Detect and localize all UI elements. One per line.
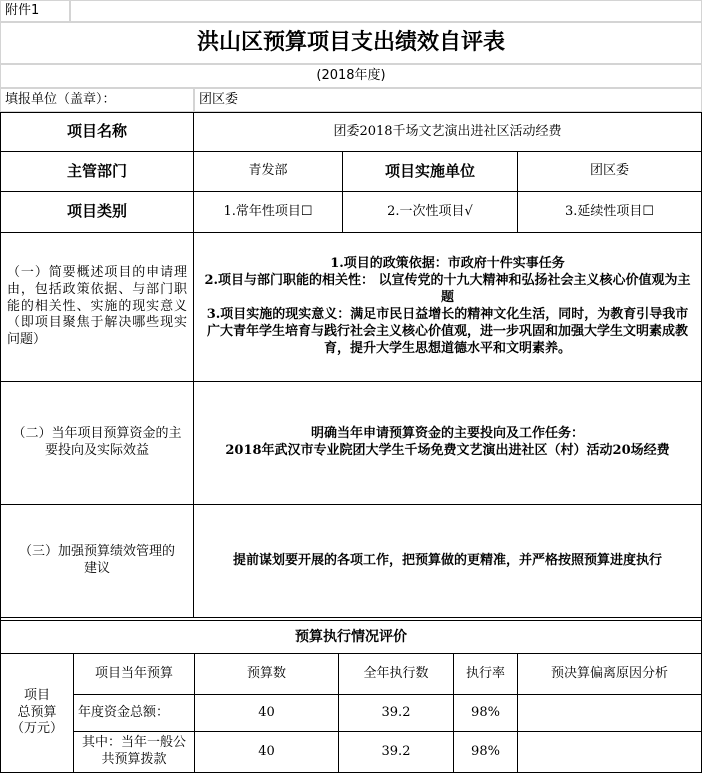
budget-header-item: 项目当年预算 xyxy=(73,653,195,695)
attachment-label: 附件1 xyxy=(0,0,70,22)
category-option-continuing: 3.延续性项目☐ xyxy=(517,191,702,233)
budget-header-rate: 执行率 xyxy=(453,653,518,695)
section1-content: 1.项目的政策依据：市政府十件实事任务 2.项目与部门职能的相关性： 以宣传党的十九大精神和弘扬社会主义核心价值观为主题 3.项目实施的现实意义：满足市民日益增长的精神文化生活，同时，为教育引导我市广大青年学生培育与践行社会主义核心价值观，进一步巩固和加强大学生文明素成教育，提升大学生思想道德水平和文明素养。 xyxy=(193,232,702,382)
competent-dept-value: 青发部 xyxy=(193,151,343,192)
grid-filler xyxy=(70,0,702,22)
budget-row-label: 其中：当年一般公共预算拨款 xyxy=(73,731,195,773)
budget-row-executed: 39.2 xyxy=(338,731,454,773)
reporting-unit-label: 填报单位（盖章）： xyxy=(0,88,194,112)
budget-row-deviation xyxy=(517,694,702,732)
budget-header-executed: 全年执行数 xyxy=(338,653,454,695)
project-name-value: 团委2018千场文艺演出进社区活动经费 xyxy=(193,112,702,152)
impl-unit-value: 团区委 xyxy=(517,151,702,192)
category-option-annual: 1.常年性项目☐ xyxy=(193,191,343,233)
section2-content: 明确当年申请预算资金的主要投向及工作任务： 2018年武汉市专业院团大学生千场免费文艺演出进社区（村）活动20场经费 xyxy=(193,381,702,505)
exec-section-title: 预算执行情况评价 xyxy=(0,620,702,654)
section3-label: （三）加强预算绩效管理的建议 xyxy=(0,504,194,618)
budget-row-budget: 40 xyxy=(194,694,339,732)
budget-row-executed: 39.2 xyxy=(338,694,454,732)
budget-row-rate: 98% xyxy=(453,694,518,732)
section1-label: （一）简要概述项目的申请理由，包括政策依据、与部门职能的相关性、实施的现实意义（即项目聚焦于解决哪些现实问题） xyxy=(0,232,194,382)
impl-unit-label: 项目实施单位 xyxy=(342,151,518,192)
budget-header-deviation: 预决算偏离原因分析 xyxy=(517,653,702,695)
budget-header-budget: 预算数 xyxy=(194,653,339,695)
category-label: 项目类别 xyxy=(0,191,194,233)
category-option-onetime: 2.一次性项目√ xyxy=(342,191,518,233)
report-year: (2018年度) xyxy=(0,64,702,88)
budget-row-rate: 98% xyxy=(453,731,518,773)
section2-label: （二）当年项目预算资金的主要投向及实际效益 xyxy=(0,381,194,505)
budget-row-deviation xyxy=(517,731,702,773)
section3-content: 提前谋划要开展的各项工作，把预算做的更精准，并严格按照预算进度执行 xyxy=(193,504,702,618)
page-title: 洪山区预算项目支出绩效自评表 xyxy=(0,22,702,64)
project-name-label: 项目名称 xyxy=(0,112,194,152)
budget-side-label: 项目 总预算 （万元） xyxy=(0,653,74,773)
budget-row-label: 年度资金总额： xyxy=(73,694,195,732)
reporting-unit-value: 团区委 xyxy=(194,88,702,112)
budget-row-budget: 40 xyxy=(194,731,339,773)
competent-dept-label: 主管部门 xyxy=(0,151,194,192)
